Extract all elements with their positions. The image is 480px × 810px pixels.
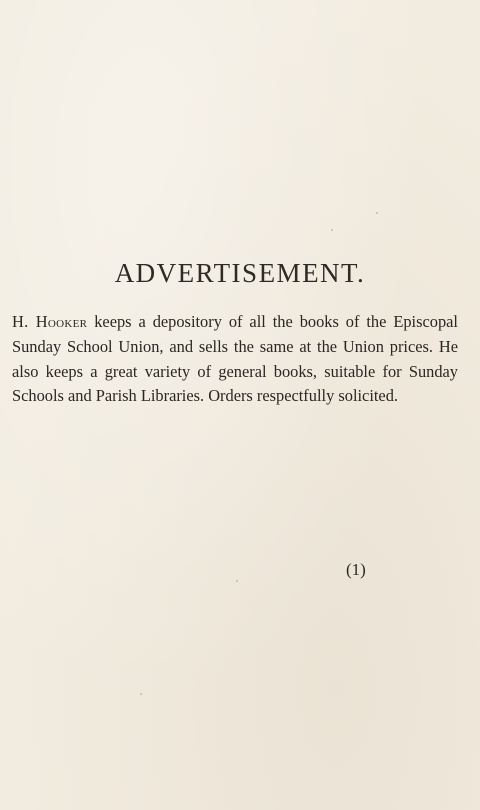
paper-speck bbox=[331, 229, 333, 231]
page-number: (1) bbox=[346, 560, 366, 579]
page-heading: ADVERTISEMENT. bbox=[114, 258, 366, 288]
paper-speck bbox=[236, 580, 238, 582]
paper-speck bbox=[376, 212, 378, 214]
paper-speck bbox=[140, 693, 142, 695]
advertiser-name: H. Hooker bbox=[12, 312, 88, 331]
advertisement-text: keeps a depository of all the books of the Episcopal Sunday School Union, and sells the same at the Union prices. He also keeps a great variety of general books, suitable for Sunday Schools and Parish Libraries. Orders respectfully solicited. bbox=[12, 312, 458, 406]
advertisement-paragraph bbox=[12, 310, 458, 409]
